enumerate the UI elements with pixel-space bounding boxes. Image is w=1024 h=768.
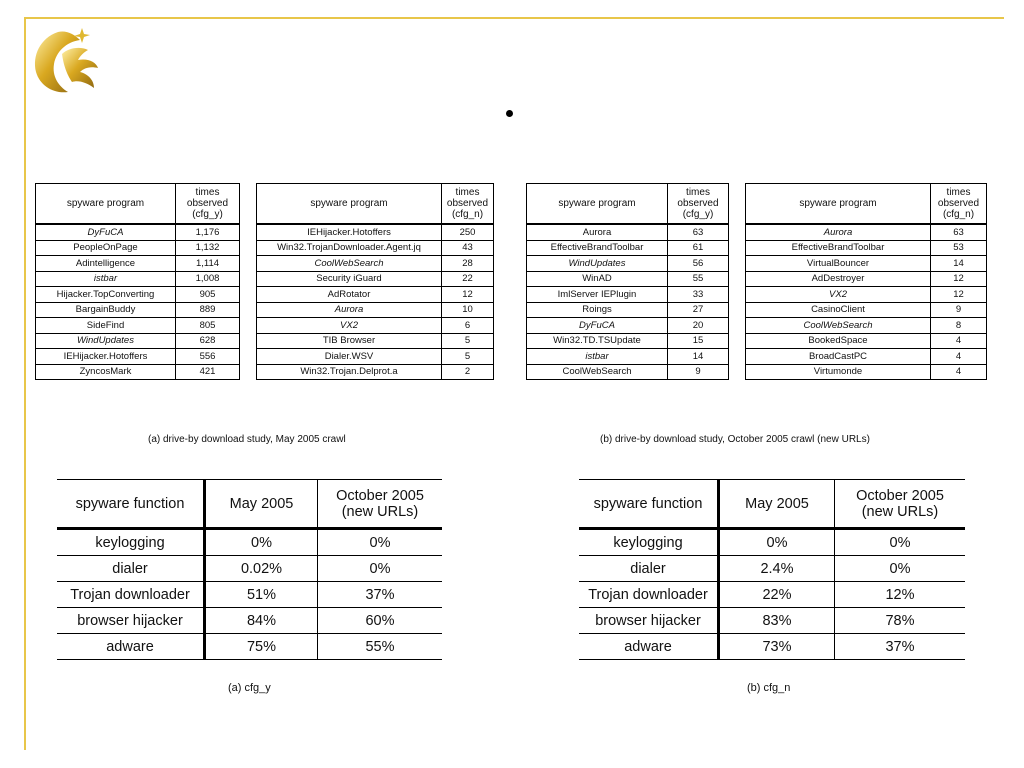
header-october-line1: October 2005 xyxy=(336,487,424,504)
program-name: ImlServer IEPlugin xyxy=(527,287,668,303)
header-program: spyware program xyxy=(746,184,931,225)
program-name: AdRotator xyxy=(257,287,442,303)
table-row xyxy=(527,287,729,303)
table-row xyxy=(527,240,729,256)
table-row xyxy=(746,224,987,240)
header-function: spyware function xyxy=(579,480,719,529)
count: 9 xyxy=(931,302,987,318)
table-row xyxy=(36,364,240,380)
count: 53 xyxy=(931,240,987,256)
table-row xyxy=(257,333,494,349)
october-value: 0% xyxy=(318,556,443,582)
table-row xyxy=(579,634,965,660)
program-name: SideFind xyxy=(36,318,176,334)
table-row xyxy=(579,608,965,634)
program-name: istbar xyxy=(527,349,668,365)
function-name: Trojan downloader xyxy=(57,582,205,608)
table-row xyxy=(746,256,987,272)
header-may: May 2005 xyxy=(205,480,318,529)
table-row xyxy=(257,240,494,256)
header-times xyxy=(931,184,987,225)
program-name: Dialer.WSV xyxy=(257,349,442,365)
table-row xyxy=(36,333,240,349)
count: 14 xyxy=(931,256,987,272)
count: 12 xyxy=(931,287,987,303)
program-name: CoolWebSearch xyxy=(527,364,668,380)
may-value: 0.02% xyxy=(205,556,318,582)
table-row xyxy=(36,302,240,318)
table-oct-cfg-y xyxy=(526,183,729,380)
october-value: 12% xyxy=(835,582,966,608)
count: 27 xyxy=(668,302,729,318)
header-times-line2: observed xyxy=(937,198,980,209)
program-name: Win32.TD.TSUpdate xyxy=(527,333,668,349)
table-row xyxy=(257,349,494,365)
october-value: 0% xyxy=(835,556,966,582)
table-row xyxy=(57,608,442,634)
header-october xyxy=(318,480,443,529)
function-name: keylogging xyxy=(57,529,205,556)
may-value: 83% xyxy=(719,608,835,634)
program-name: WindUpdates xyxy=(527,256,668,272)
table-row xyxy=(746,302,987,318)
program-name: Aurora xyxy=(746,224,931,240)
program-name: EffectiveBrandToolbar xyxy=(746,240,931,256)
header-times xyxy=(176,184,240,225)
table-row xyxy=(527,302,729,318)
table-oct-cfg-n xyxy=(745,183,987,380)
table-row xyxy=(527,349,729,365)
count: 6 xyxy=(442,318,494,334)
table-row xyxy=(527,333,729,349)
table-row xyxy=(257,287,494,303)
program-name: Virtumonde xyxy=(746,364,931,380)
table-row xyxy=(57,634,442,660)
program-name: EffectiveBrandToolbar xyxy=(527,240,668,256)
table-row xyxy=(36,224,240,240)
program-name: Adintelligence xyxy=(36,256,176,272)
program-name: CasinoClient xyxy=(746,302,931,318)
header-october xyxy=(835,480,966,529)
count: 1,008 xyxy=(176,271,240,287)
header-times-line2: observed xyxy=(446,198,489,209)
count: 8 xyxy=(931,318,987,334)
caption-top-a: (a) drive-by download study, May 2005 crawl xyxy=(148,434,346,445)
pegasus-logo-icon xyxy=(28,26,104,98)
caption-top-b: (b) drive-by download study, October 2005 crawl (new URLs) xyxy=(600,434,870,445)
table-may-cfg-y xyxy=(35,183,240,380)
october-value: 78% xyxy=(835,608,966,634)
header-times-line3: (cfg_y) xyxy=(192,209,223,220)
table-row xyxy=(579,582,965,608)
table-row xyxy=(527,224,729,240)
header-times xyxy=(442,184,494,225)
header-program: spyware program xyxy=(257,184,442,225)
table-row xyxy=(36,287,240,303)
count: 14 xyxy=(668,349,729,365)
may-value: 51% xyxy=(205,582,318,608)
count: 556 xyxy=(176,349,240,365)
count: 1,132 xyxy=(176,240,240,256)
program-name: TIB Browser xyxy=(257,333,442,349)
table-row xyxy=(36,318,240,334)
program-name: Security iGuard xyxy=(257,271,442,287)
program-name: Hijacker.TopConverting xyxy=(36,287,176,303)
table-row xyxy=(527,364,729,380)
count: 4 xyxy=(931,364,987,380)
count: 4 xyxy=(931,349,987,365)
header-function: spyware function xyxy=(57,480,205,529)
table-row xyxy=(746,364,987,380)
header-program: spyware program xyxy=(527,184,668,225)
function-name: keylogging xyxy=(579,529,719,556)
may-value: 0% xyxy=(205,529,318,556)
function-name: dialer xyxy=(579,556,719,582)
table-row xyxy=(257,318,494,334)
function-name: adware xyxy=(57,634,205,660)
header-times xyxy=(668,184,729,225)
function-table-cfg-n xyxy=(579,479,965,660)
may-value: 0% xyxy=(719,529,835,556)
count: 421 xyxy=(176,364,240,380)
function-name: browser hijacker xyxy=(57,608,205,634)
program-name: BookedSpace xyxy=(746,333,931,349)
count: 10 xyxy=(442,302,494,318)
program-name: Win32.TrojanDownloader.Agent.jq xyxy=(257,240,442,256)
count: 2 xyxy=(442,364,494,380)
header-times-line2: observed xyxy=(677,198,719,209)
table-row xyxy=(36,256,240,272)
table-row xyxy=(257,271,494,287)
program-name: IEHijacker.Hotoffers xyxy=(36,349,176,365)
count: 805 xyxy=(176,318,240,334)
count: 20 xyxy=(668,318,729,334)
count: 1,176 xyxy=(176,224,240,240)
header-program: spyware program xyxy=(36,184,176,225)
bullet-point xyxy=(506,110,513,117)
table-row xyxy=(57,582,442,608)
count: 15 xyxy=(668,333,729,349)
count: 61 xyxy=(668,240,729,256)
program-name: VX2 xyxy=(746,287,931,303)
october-value: 60% xyxy=(318,608,443,634)
header-times-line3: (cfg_n) xyxy=(942,209,975,220)
table-row xyxy=(257,224,494,240)
october-value: 55% xyxy=(318,634,443,660)
top-accent-rule xyxy=(24,17,1004,19)
table-row xyxy=(746,318,987,334)
table-row xyxy=(746,287,987,303)
header-may: May 2005 xyxy=(719,480,835,529)
caption-bottom-a: (a) cfg_y xyxy=(228,682,271,694)
program-name: istbar xyxy=(36,271,176,287)
count: 250 xyxy=(442,224,494,240)
function-table-cfg-y xyxy=(57,479,442,660)
october-value: 0% xyxy=(318,529,443,556)
header-times-line1: times xyxy=(686,187,710,198)
table-row xyxy=(36,349,240,365)
count: 55 xyxy=(668,271,729,287)
count: 905 xyxy=(176,287,240,303)
program-name: DyFuCA xyxy=(36,224,176,240)
function-name: dialer xyxy=(57,556,205,582)
program-name: WindUpdates xyxy=(36,333,176,349)
program-name: CoolWebSearch xyxy=(746,318,931,334)
program-name: DyFuCA xyxy=(527,318,668,334)
table-row xyxy=(36,271,240,287)
header-october-line2: (new URLs) xyxy=(861,503,939,520)
table-row xyxy=(746,333,987,349)
may-value: 73% xyxy=(719,634,835,660)
count: 5 xyxy=(442,349,494,365)
program-name: AdDestroyer xyxy=(746,271,931,287)
count: 12 xyxy=(931,271,987,287)
header-october-line1: October 2005 xyxy=(856,487,944,504)
header-times-line1: times xyxy=(195,187,220,198)
program-name: ZyncosMark xyxy=(36,364,176,380)
program-name: VirtualBouncer xyxy=(746,256,931,272)
table-row xyxy=(57,556,442,582)
header-october-line2: (new URLs) xyxy=(341,503,419,520)
count: 43 xyxy=(442,240,494,256)
header-times-line3: (cfg_y) xyxy=(682,209,714,220)
count: 9 xyxy=(668,364,729,380)
count: 4 xyxy=(931,333,987,349)
table-row xyxy=(746,271,987,287)
october-value: 0% xyxy=(835,529,966,556)
count: 28 xyxy=(442,256,494,272)
program-name: VX2 xyxy=(257,318,442,334)
function-name: browser hijacker xyxy=(579,608,719,634)
may-value: 2.4% xyxy=(719,556,835,582)
table-row xyxy=(746,349,987,365)
count: 22 xyxy=(442,271,494,287)
header-times-line1: times xyxy=(946,187,971,198)
program-name: PeopleOnPage xyxy=(36,240,176,256)
table-row xyxy=(527,271,729,287)
program-name: CoolWebSearch xyxy=(257,256,442,272)
program-name: IEHijacker.Hotoffers xyxy=(257,224,442,240)
count: 5 xyxy=(442,333,494,349)
table-row xyxy=(36,240,240,256)
left-accent-rule xyxy=(24,17,26,750)
program-name: WinAD xyxy=(527,271,668,287)
header-times-line1: times xyxy=(455,187,480,198)
table-row xyxy=(527,318,729,334)
count: 33 xyxy=(668,287,729,303)
caption-bottom-b: (b) cfg_n xyxy=(747,682,791,694)
table-row xyxy=(257,256,494,272)
function-name: adware xyxy=(579,634,719,660)
october-value: 37% xyxy=(318,582,443,608)
program-name: Win32.Trojan.Delprot.a xyxy=(257,364,442,380)
header-times-line3: (cfg_n) xyxy=(451,209,484,220)
table-row xyxy=(57,529,442,556)
table-row xyxy=(746,240,987,256)
program-name: Aurora xyxy=(527,224,668,240)
table-row xyxy=(257,302,494,318)
program-name: Aurora xyxy=(257,302,442,318)
table-may-cfg-n xyxy=(256,183,494,380)
count: 63 xyxy=(668,224,729,240)
header-times-line2: observed xyxy=(186,198,229,209)
may-value: 84% xyxy=(205,608,318,634)
program-name: BroadCastPC xyxy=(746,349,931,365)
function-name: Trojan downloader xyxy=(579,582,719,608)
count: 56 xyxy=(668,256,729,272)
table-row xyxy=(257,364,494,380)
count: 628 xyxy=(176,333,240,349)
count: 63 xyxy=(931,224,987,240)
program-name: Roings xyxy=(527,302,668,318)
may-value: 75% xyxy=(205,634,318,660)
program-name: BargainBuddy xyxy=(36,302,176,318)
count: 889 xyxy=(176,302,240,318)
count: 12 xyxy=(442,287,494,303)
table-row xyxy=(527,256,729,272)
table-row xyxy=(579,556,965,582)
count: 1,114 xyxy=(176,256,240,272)
october-value: 37% xyxy=(835,634,966,660)
may-value: 22% xyxy=(719,582,835,608)
table-row xyxy=(579,529,965,556)
